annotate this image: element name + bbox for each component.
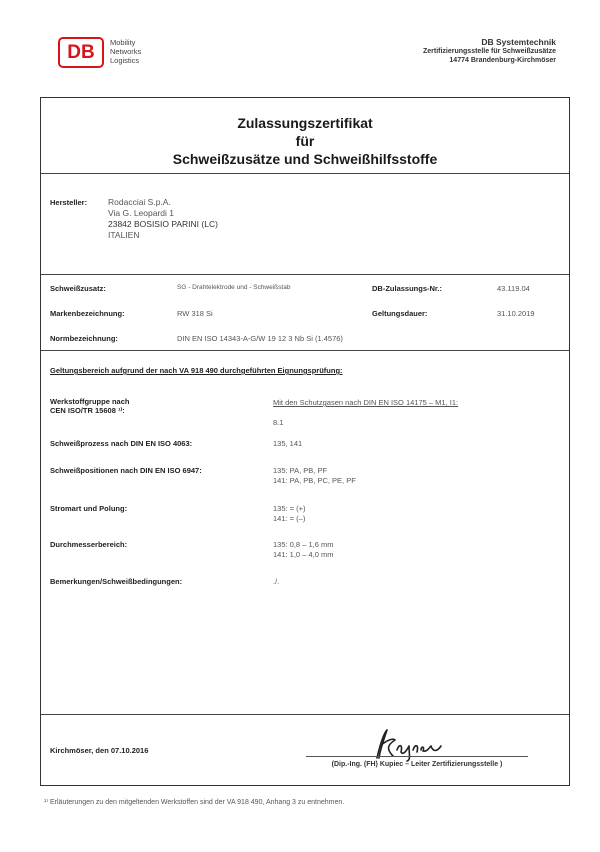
- positions-141: 141: PA, PB, PC, PE, PF: [273, 475, 356, 485]
- manufacturer-name: Rodacciai S.p.A.: [108, 197, 171, 207]
- org-address: 14774 Brandenburg-Kirchmöser: [449, 57, 556, 64]
- diameter-label: Durchmesserbereich:: [50, 540, 128, 549]
- db-logo: [58, 37, 104, 68]
- remarks-label: Bemerkungen/Schweißbedingungen:: [50, 577, 183, 586]
- db-logo-text: DB: [67, 41, 95, 63]
- material-group-value: 8.1: [273, 418, 284, 427]
- title-line-3: Schweißzusätze und Schweißhilfsstoffe: [172, 151, 438, 167]
- material-group-label-1: Werkstoffgruppe nach: [50, 397, 130, 406]
- issuing-organization: [423, 38, 556, 65]
- validity-label: Geltungsdauer:: [372, 309, 428, 318]
- norm-value: DIN EN ISO 14343-A-G/W 19 12 3 Nb Si (1.4576): [177, 334, 343, 343]
- certificate-frame: [40, 97, 570, 786]
- diameter-value: [273, 540, 333, 559]
- norm-label: Normbezeichnung:: [50, 334, 118, 343]
- scope-heading: Geltungsbereich aufgrund der nach VA 918 490 durchgeführten Eignungsprüfung:: [50, 366, 343, 375]
- brand-label: Markenbezeichnung:: [50, 309, 125, 318]
- signer-name: (Dip.-Ing. (FH) Kupiec – Leiter Zertifizierungsstelle ): [331, 761, 503, 768]
- positions-value: [273, 466, 356, 485]
- diameter-141: 141: 1,0 – 4,0 mm: [273, 549, 334, 559]
- logo-line-1: Mobility: [110, 38, 136, 47]
- divider-signature: [41, 714, 569, 715]
- logo-tagline: [110, 38, 141, 65]
- diameter-135: 135: 0,8 – 1,6 mm: [273, 540, 334, 549]
- positions-label: Schweißpositionen nach DIN EN ISO 6947:: [50, 466, 202, 475]
- current-label: Stromart und Polung:: [50, 504, 128, 513]
- logo-line-3: Logistics: [110, 56, 140, 65]
- filler-type-value: SG - Drahtelektrode und - Schweißstab: [177, 284, 291, 291]
- material-group-label: [50, 397, 129, 415]
- place-date: Kirchmöser, den 07.10.2016: [50, 746, 149, 755]
- manufacturer-address: [108, 197, 218, 241]
- positions-135: 135: PA, PB, PF: [273, 466, 328, 475]
- org-name: DB Systemtechnik: [481, 37, 556, 47]
- shielding-gas-note: Mit den Schutzgasen nach DIN EN ISO 14175 – M1, I1:: [273, 398, 459, 407]
- title-line-1: Zulassungszertifikat: [237, 115, 373, 131]
- current-value: [273, 504, 306, 523]
- manufacturer-label: Hersteller:: [50, 198, 88, 207]
- divider-title: [41, 173, 569, 174]
- signature-line: [306, 756, 528, 757]
- filler-type-label: Schweißzusatz:: [50, 284, 106, 293]
- manufacturer-street: Via G. Leopardi 1: [108, 208, 174, 218]
- validity-value: 31.10.2019: [497, 309, 535, 318]
- process-value: 135, 141: [273, 439, 303, 448]
- approval-number-value: 43.119.04: [497, 284, 530, 293]
- footnote: ¹⁾ Erläuterungen zu den mitgeltenden Werkstoffen sind der VA 918 490, Anhang 3 zu entnehmen.: [44, 799, 345, 806]
- divider-product: [41, 350, 569, 351]
- title-line-2: für: [295, 133, 315, 149]
- remarks-value: ./.: [273, 577, 280, 586]
- logo-line-2: Networks: [110, 47, 142, 56]
- current-141: 141: = (–): [273, 513, 306, 523]
- divider-manufacturer: [41, 274, 569, 275]
- org-department: Zertifizierungsstelle für Schweißzusätze: [422, 48, 556, 55]
- approval-number-label: DB-Zulassungs-Nr.:: [372, 284, 443, 293]
- current-135: 135: = (+): [273, 504, 306, 513]
- manufacturer-city: 23842 BOSISIO PARINI (LC): [108, 219, 218, 229]
- brand-value: RW 318 Si: [177, 309, 213, 318]
- process-label: Schweißprozess nach DIN EN ISO 4063:: [50, 439, 193, 448]
- manufacturer-country: ITALIEN: [108, 230, 140, 240]
- certificate-title: [41, 114, 569, 168]
- material-group-label-2: CEN ISO/TR 15608 ¹⁾:: [50, 406, 125, 415]
